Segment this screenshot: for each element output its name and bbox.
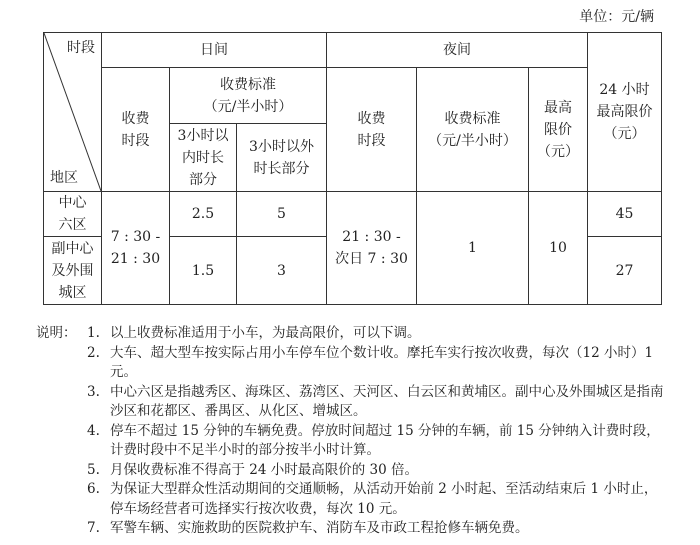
note-number: 5.: [87, 461, 100, 478]
area-line: 城区: [58, 284, 87, 301]
note-text: 月保收费标准不得高于 24 小时最高限价的 30 倍。: [110, 461, 419, 478]
hdr-line: 收费: [121, 110, 150, 127]
max24-line: （元）: [603, 126, 646, 142]
note-number: 7.: [87, 520, 100, 536]
hdr-line: 时段: [357, 132, 386, 149]
corner-top-label: 时段: [67, 40, 95, 56]
hdr-line: 收费: [357, 110, 386, 127]
note-item: [36, 480, 676, 519]
period-line: 21 : 30 -: [342, 229, 401, 245]
notes-label: 说明：: [36, 325, 77, 341]
night-period-header: [327, 68, 417, 192]
note-number: 6.: [87, 481, 100, 497]
beyond3-cell: 3: [237, 237, 327, 305]
hdr-line: 最高: [544, 99, 572, 116]
max24-line: 24 小时: [599, 82, 650, 98]
hdr-line: 3小时以: [177, 127, 229, 144]
note-item: [36, 344, 676, 383]
note-text: 以上收费标准适用于小车，为最高限价，可以下调。: [110, 325, 421, 341]
note-number: 3.: [87, 383, 100, 400]
within3-header: [170, 124, 237, 192]
max24-cell: 45: [588, 192, 662, 237]
hdr-line: 时段: [121, 132, 150, 149]
area-line: 六区: [58, 217, 87, 233]
night-standard-header: [417, 68, 529, 192]
max24-header: [588, 33, 662, 192]
hdr-line: 收费标准: [444, 110, 501, 127]
hdr-line: 时长部分: [253, 160, 310, 177]
beyond3-cell: 5: [237, 192, 327, 237]
day-header: 日间: [102, 33, 327, 68]
note-item: [36, 324, 676, 344]
note-text: 军警车辆、实施救助的医院救护车、消防车及市政工程抢修车辆免费。: [110, 520, 529, 536]
max24-line: 最高限价: [596, 104, 653, 120]
period-line: 21 : 30: [110, 251, 161, 267]
day-period-cell: [102, 192, 170, 305]
note-text: 为保证大型群众性活动期间的交通顺畅，从活动开始前 2 小时起、至活动结束后 1 小时止，停车场经营者可选择实行按次收费，每次 10 元。: [110, 481, 658, 517]
night-max-cell: 10: [529, 192, 588, 305]
hdr-line: 限价: [544, 121, 572, 138]
unit-label: 单位：元/辆: [579, 9, 654, 25]
area-cell: [44, 192, 102, 237]
night-standard-cell: 1: [417, 192, 529, 305]
day-standard-header: [170, 68, 327, 124]
note-item: [36, 461, 676, 481]
night-max-header: [529, 68, 588, 192]
hdr-line: （元/半小时）: [428, 132, 517, 149]
beyond3-header: [237, 124, 327, 192]
hdr-line: （元）: [537, 143, 579, 160]
corner-bottom-label: 地区: [50, 170, 78, 186]
table-row: [44, 192, 662, 237]
note-text: 停车不超过 15 分钟的车辆免费。停放时间超过 15 分钟的车辆，前 15 分钟纳入计费时段，计费时段中不足半小时的部分按半小时计算。: [110, 422, 660, 458]
note-item: [36, 422, 676, 461]
max24-cell: 27: [588, 237, 662, 305]
day-period-header: [102, 68, 170, 192]
hdr-line: 3小时以外: [249, 138, 314, 155]
hdr-line: （元/半小时）: [203, 98, 293, 115]
notes-section: [36, 324, 676, 539]
area-line: 及外围: [51, 262, 94, 279]
parking-fee-table: [43, 32, 662, 305]
within3-cell: 1.5: [170, 237, 237, 305]
note-text: 中心六区是指越秀区、海珠区、荔湾区、天河区、白云区和黄埔区。副中心及外围城区是指南沙区和花都区、番禺区、从化区、增城区。: [110, 383, 664, 419]
note-number: 1.: [87, 325, 100, 341]
area-line: 副中心: [51, 240, 94, 257]
area-cell: [44, 237, 102, 305]
note-item: [36, 519, 676, 539]
night-header: 夜间: [327, 33, 588, 68]
note-text: 大车、超大型车按实际占用小车停车位个数计收。摩托车实行按次收费，每次（12 小时）1 元。: [110, 344, 654, 380]
night-period-cell: [327, 192, 417, 305]
period-line: 7 : 30 -: [110, 229, 161, 245]
note-item: [36, 383, 676, 422]
within3-cell: 2.5: [170, 192, 237, 237]
hdr-line: 内时长: [182, 149, 224, 166]
area-line: 中心: [58, 195, 87, 211]
corner-header-cell: [44, 33, 102, 192]
note-number: 2.: [87, 344, 100, 361]
note-number: 4.: [87, 422, 100, 439]
period-line: 次日 7 : 30: [335, 251, 408, 267]
hdr-line: 部分: [189, 171, 217, 188]
hdr-line: 收费标准: [220, 76, 276, 93]
